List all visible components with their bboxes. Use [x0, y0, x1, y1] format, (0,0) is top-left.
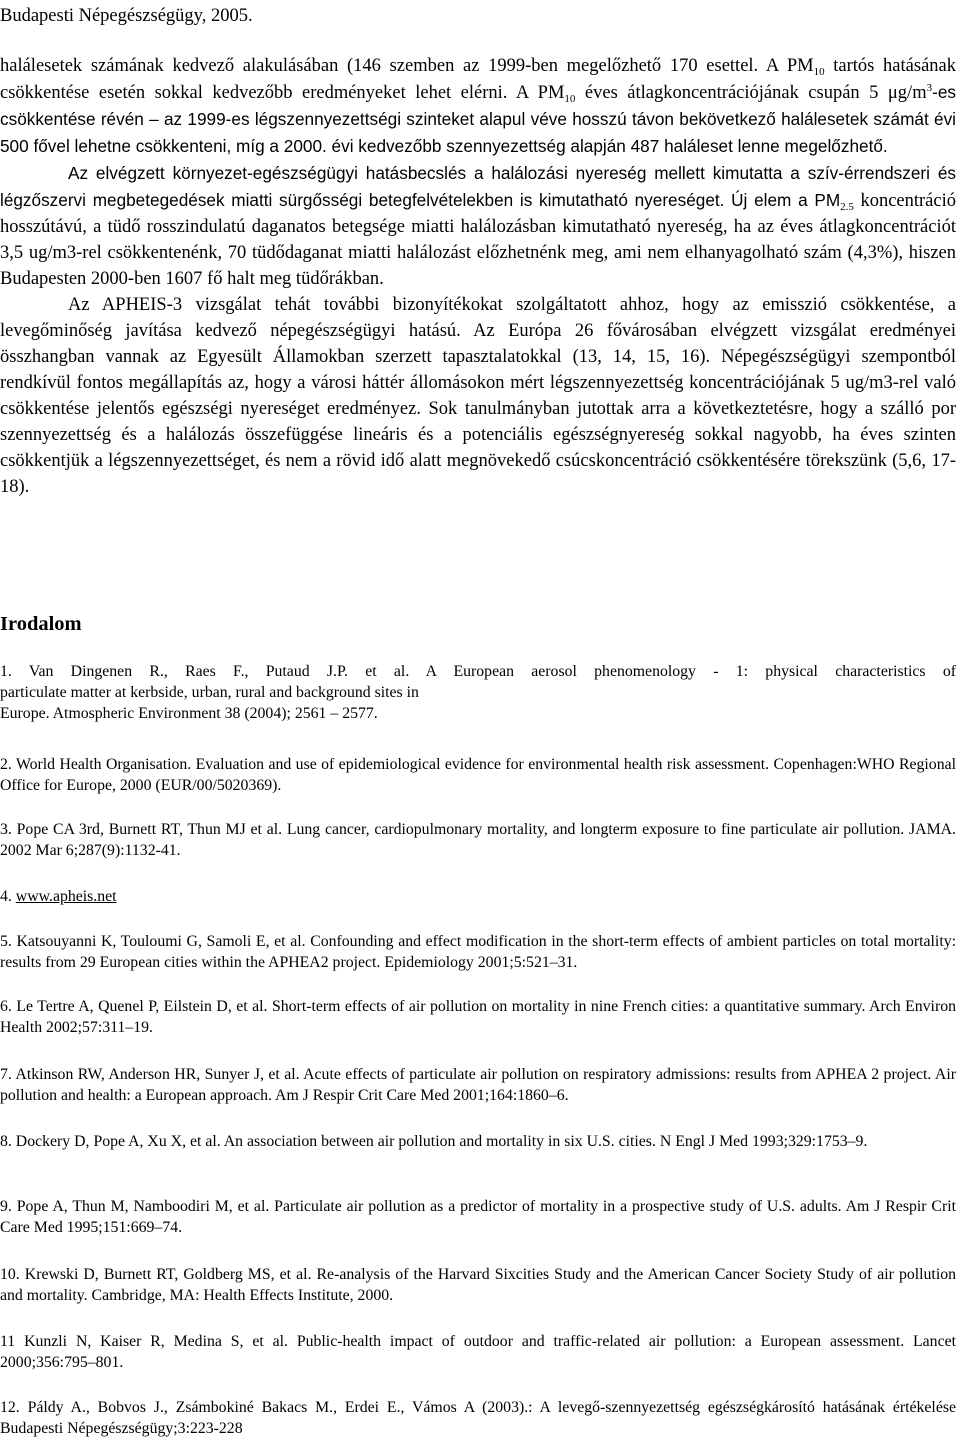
paragraph-1-part-a: halálesetek számának kedvező alakulásában (146 szemben az 1999-ben megelőzhető 170 esettel. A PM [0, 56, 814, 76]
reference-4-number: 4. [0, 888, 16, 905]
paragraph-2-part-a: Az elvégzett környezet-egészségügyi hatásbecslés a halálozási nyereség mellett kimutatta a szív-érrendszeri és légzőszervi megbetegedések miatti sürgősségi betegfelvételekben is kimutatható nyereséget. Új elem a PM [0, 163, 956, 210]
paragraph-2 [0, 160, 956, 292]
paragraph-1-part-c: éves átlagkoncentrációjának csupán 5 μg/m [575, 83, 927, 103]
paragraph-1-part-d: -es csökkentése révén – az 1999-es légszennyezettségi szinteket alapul véve hosszú távon bekövetkező halálesetek számát évi 500 fővel lehetne csökkenteni, míg a 2000. évi kedvezőbb szennyezettség alapján 487 haláleset lenne megelőzhető. [0, 82, 956, 156]
reference-9: 9. Pope A, Thun M, Namboodiri M, et al. Particulate air pollution as a predictor of mortality in a prospective study of U.S. adults. Am J Respir Crit Care Med 1995;151:669–74. [0, 1198, 956, 1236]
reference-11: 11 Kunzli N, Kaiser R, Medina S, et al. Public-health impact of outdoor and traffic-related air pollution: a European assessment. Lancet 2000;356:795–801. [0, 1333, 956, 1371]
paragraph-3: Az APHEIS-3 vizsgálat tehát további bizonyítékokat szolgáltatott ahhoz, hogy az emisszió csökkentése, a levegőminőség javítása kedvező népegészségügyi hatású. Az Európa 26 fővárosában elvégzett vizsgálat eredményei összhangban vannak az Egyesült Államokban szerzett tapasztalatokkal (13, 14, 15, 16). Népegészségügyi szempontból rendkívül fontos megállapítás az, hogy a városi háttér állomásokon mért légszennyezettség koncentrációjának 5 ug/m3-rel való csökkentése jelentős egészségi nyereséget eredményez. Sok tanulmányban jutottak arra a következtetésre, hogy a szálló por szennyezettség és a halálozás összefüggése lineáris és a potenciális egészségnyereség sokkal nagyobb, ha éves szinten csökkentjük a légszennyezettséget, és nem a rövid idő alatt megnövekedő csúcskoncentráció csökkentésére törekszünk (5,6, 17-18). [0, 295, 956, 497]
paragraph-2-part-b: koncentráció hosszútávú, a tüdő rosszindulatú daganatos betegsége miatti halálozásban kimutatható nyereség, ha az éves átlagkoncentrációt 3,5 ug/m3-rel csökkentenénk, 70 tüdődaganat miatti halálozást előzhetnénk meg, ami nem elhanyagolható szám (4,3%), hiszen Budapesten 2000-ben 1607 fő halt meg tüdőrákban. [0, 191, 956, 289]
pm25-subscript: 2.5 [840, 201, 854, 213]
body-text [0, 53, 956, 500]
cubic-superscript: 3 [926, 82, 933, 94]
reference-1-line-2: particulate matter at kerbside, urban, rural and background sites in [0, 684, 419, 701]
reference-8: 8. Dockery D, Pope A, Xu X, et al. An association between air pollution and mortality in six U.S. cities. N Engl J Med 1993;329:1753–9. [0, 1133, 868, 1150]
paragraph-1 [0, 53, 956, 160]
reference-1 [0, 661, 956, 724]
pm10-subscript: 10 [564, 93, 576, 105]
reference-5: 5. Katsouyanni K, Touloumi G, Samoli E, et al. Confounding and effect modification in the short-term effects of ambient particles on total mortality: results from 29 European cities within the APHEA2 project. Epidemiology 2001;5:521–31. [0, 933, 956, 971]
apheis-link[interactable]: www.apheis.net [15, 888, 117, 905]
pm10-subscript: 10 [813, 66, 825, 78]
reference-12: 12. Páldy A., Bobvos J., Zsámbokiné Bakacs M., Erdei E., Vámos A (2003).: A levegő-szennyezettség egészségkárosító hatásának értékelése Budapesti Népegészségügy;3:223-228 [0, 1399, 956, 1437]
reference-2: 2. World Health Organisation. Evaluation and use of epidemiological evidence for environmental health risk assessment. Copenhagen:WHO Regional Office for Europe, 2000 (EUR/00/5020369). [0, 756, 956, 794]
reference-4 [0, 886, 956, 907]
reference-1-line-3: Europe. Atmospheric Environment 38 (2004); 2561 – 2577. [0, 705, 378, 722]
reference-10: 10. Krewski D, Burnett RT, Goldberg MS, et al. Re-analysis of the Harvard Sixcities Study and the American Cancer Society Study of air pollution and mortality. Cambridge, MA: Health Effects Institute, 2000. [0, 1266, 956, 1304]
reference-3: 3. Pope CA 3rd, Burnett RT, Thun MJ et al. Lung cancer, cardiopulmonary mortality, and longterm exposure to fine particulate air pollution. JAMA. 2002 Mar 6;287(9):1132-41. [0, 821, 956, 859]
reference-1-line-1: 1. Van Dingenen R., Raes F., Putaud J.P. et al. A European aerosol phenomenology - 1: physical characteristics of [0, 663, 956, 680]
reference-7: 7. Atkinson RW, Anderson HR, Sunyer J, et al. Acute effects of particulate air pollution on respiratory admissions: results from APHEA 2 project. Air pollution and health: a European approach. Am J Respir Crit Care Med 2001;164:1860–6. [0, 1066, 956, 1104]
paragraph-1-part-b: tartós hatásának csökkentése esetén sokkal kedvezőbb eredményeket lehet elérni. A PM [0, 56, 956, 103]
reference-6: 6. Le Tertre A, Quenel P, Eilstein D, et al. Short-term effects of air pollution on mortality in nine French cities: a quantitative summary. Arch Environ Health 2002;57:311–19. [0, 998, 956, 1036]
references-heading: Irodalom [0, 613, 82, 635]
running-header: Budapesti Népegészségügy, 2005. [0, 6, 253, 26]
